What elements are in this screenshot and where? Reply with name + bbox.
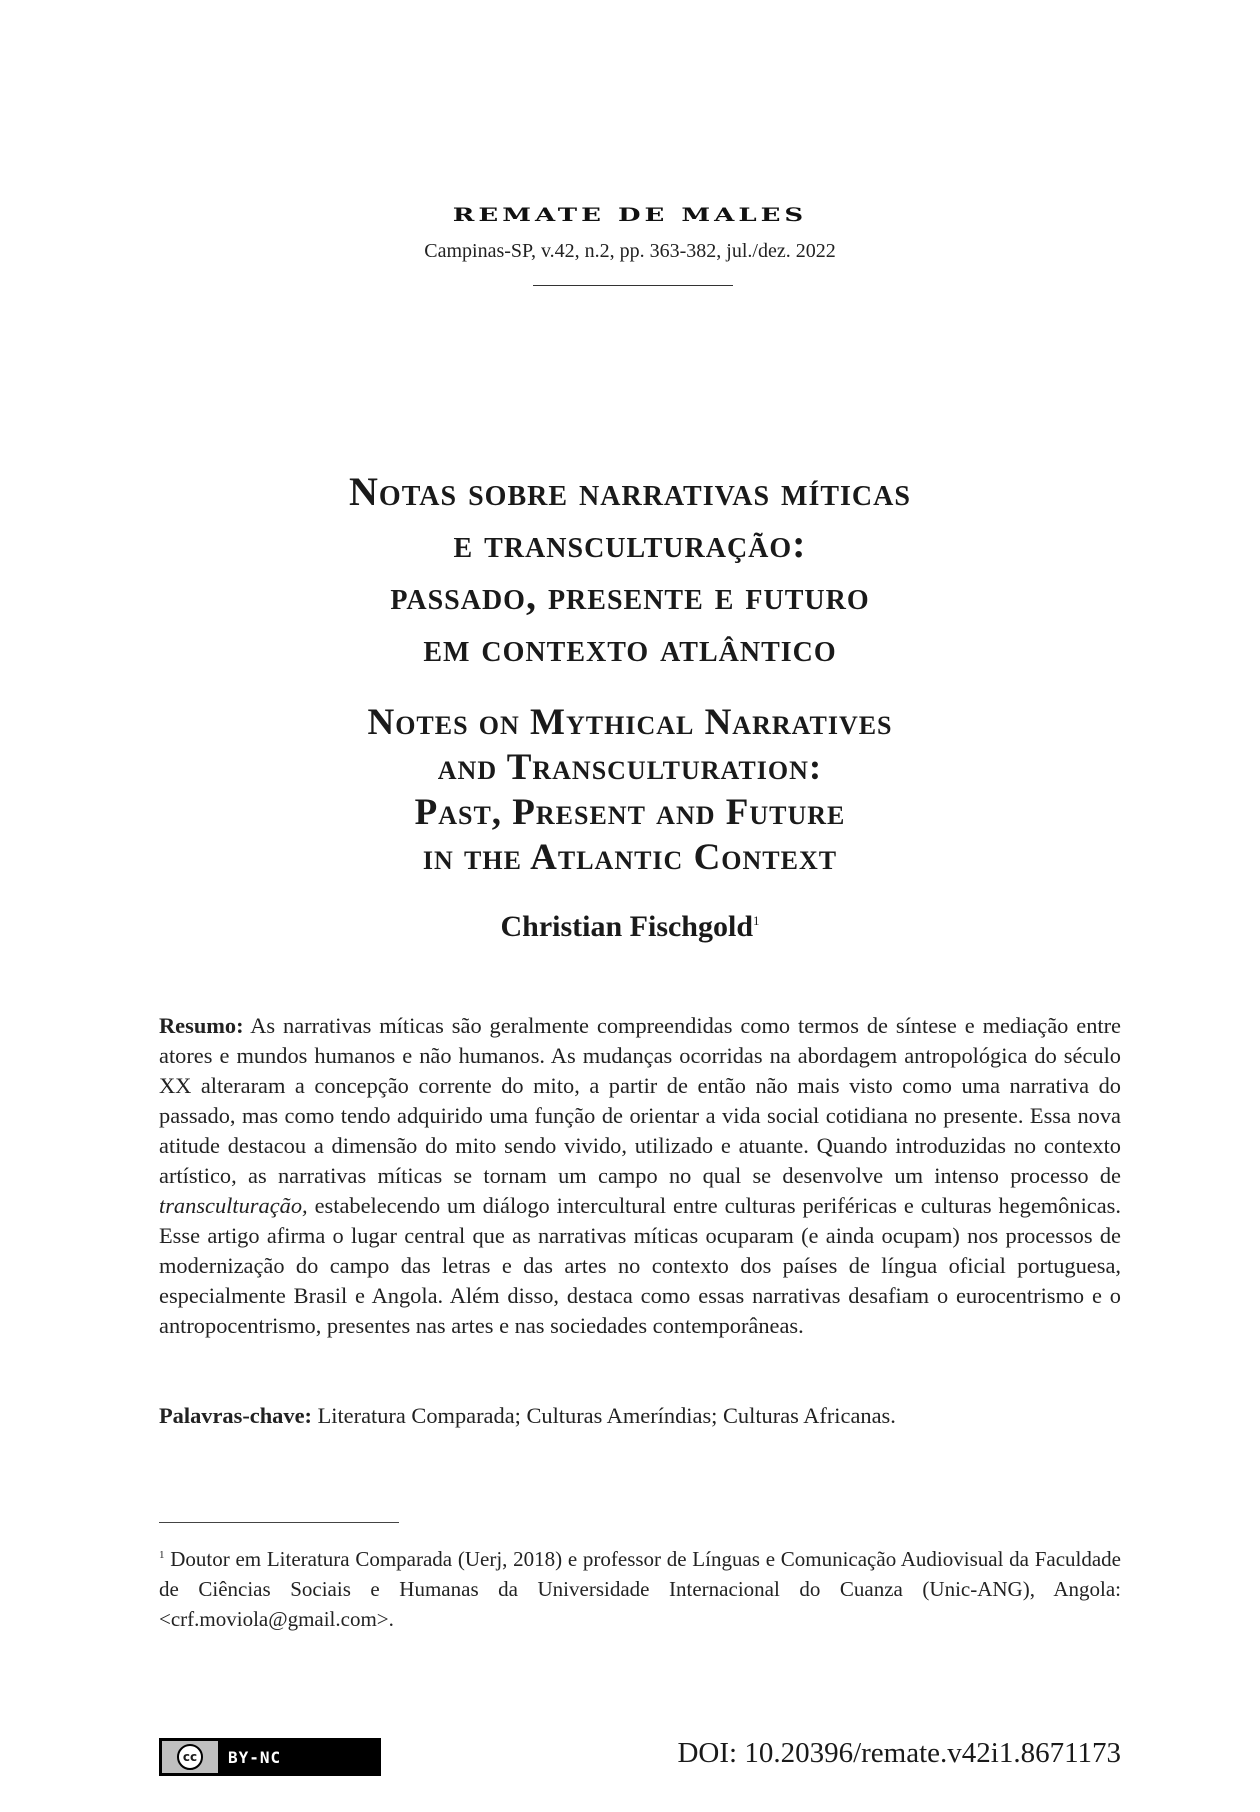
author-name: Christian Fischgold [500,910,754,943]
header-divider [533,285,733,286]
title-pt-line: em contexto atlântico [423,625,837,670]
abstract-label: Resumo: [159,1013,244,1038]
journal-citation: Campinas-SP, v.42, n.2, pp. 363-382, jul./dez. 2022 [424,240,836,262]
doi[interactable]: DOI: 10.20396/remate.v42i1.8671173 [677,1737,1121,1769]
abstract-text-2: estabelecendo um diálogo intercultural entre culturas periféricas e culturas hegemônicas. Esse artigo afirma o lugar central que as narrativas míticas ocuparam (e ainda ocupam) nos processos de modernização do campo das letras e das artes no contexto dos países de língua oficial portuguesa, especialmente Brasil e Angola. Além disso, destaca como essas narrativas desafiam o eurocentrismo e o antropocentrismo, presentes nas artes e nas sociedades contemporâneas. [159,1193,1121,1338]
title-pt-line: Notas sobre narrativas míticas [349,469,911,514]
footnote-text: Doutor em Literatura Comparada (Uerj, 2018) e professor de Línguas e Comunicação Audiovisual da Faculdade de Ciências Sociais e Humanas da Universidade Internacional do Cuanza (Unic-ANG), Angola: <crf.moviola@gmail.com>. [159,1547,1121,1631]
title-english [0,700,1260,880]
author [0,910,1260,944]
title-en-line: Notes on Mythical Narratives [367,702,893,743]
title-pt-line: e transculturação: [453,521,807,566]
cc-license-label: BY-NC [228,1747,282,1767]
cc-badge-left [162,1741,218,1773]
title-portuguese [0,466,1260,674]
footnote [159,1540,1121,1634]
abstract [159,1011,1121,1341]
footnote-marker: 1 [159,1549,165,1561]
keywords-text: Literatura Comparada; Culturas Ameríndias; Culturas Africanas. [311,1403,896,1428]
cc-license-badge[interactable] [159,1738,381,1776]
title-en-line: in the Atlantic Context [422,837,838,878]
creative-commons-icon: cc [177,1744,203,1770]
journal-name: REMATE DE MALES [452,204,808,226]
abstract-text-1: As narrativas míticas são geralmente compreendidas como termos de síntese e mediação entre atores e mundos humanos e não humanos. As mudanças ocorridas na abordagem antropológica do século XX alteraram a concepção corrente do mito, a partir de então não mais visto como uma narrativa do passado, mas como tendo adquirido uma função de orientar a vida social cotidiana no presente. Essa nova atitude destacou a dimensão do mito sendo vivido, utilizado e atuante. Quando introduzidas no contexto artístico, as narrativas míticas se tornam um campo no qual se desenvolve um intenso processo de [159,1013,1121,1188]
title-en-line: Past, Present and Future [414,792,846,833]
title-pt-line: passado, presente e futuro [390,573,870,618]
keywords [159,1401,1121,1431]
abstract-emphasis: transculturação, [159,1193,308,1218]
title-en-line: and Transculturation: [437,747,823,788]
keywords-label: Palavras-chave: [159,1403,312,1428]
author-footnote-marker[interactable]: 1 [753,913,760,928]
footnote-divider [159,1522,399,1523]
